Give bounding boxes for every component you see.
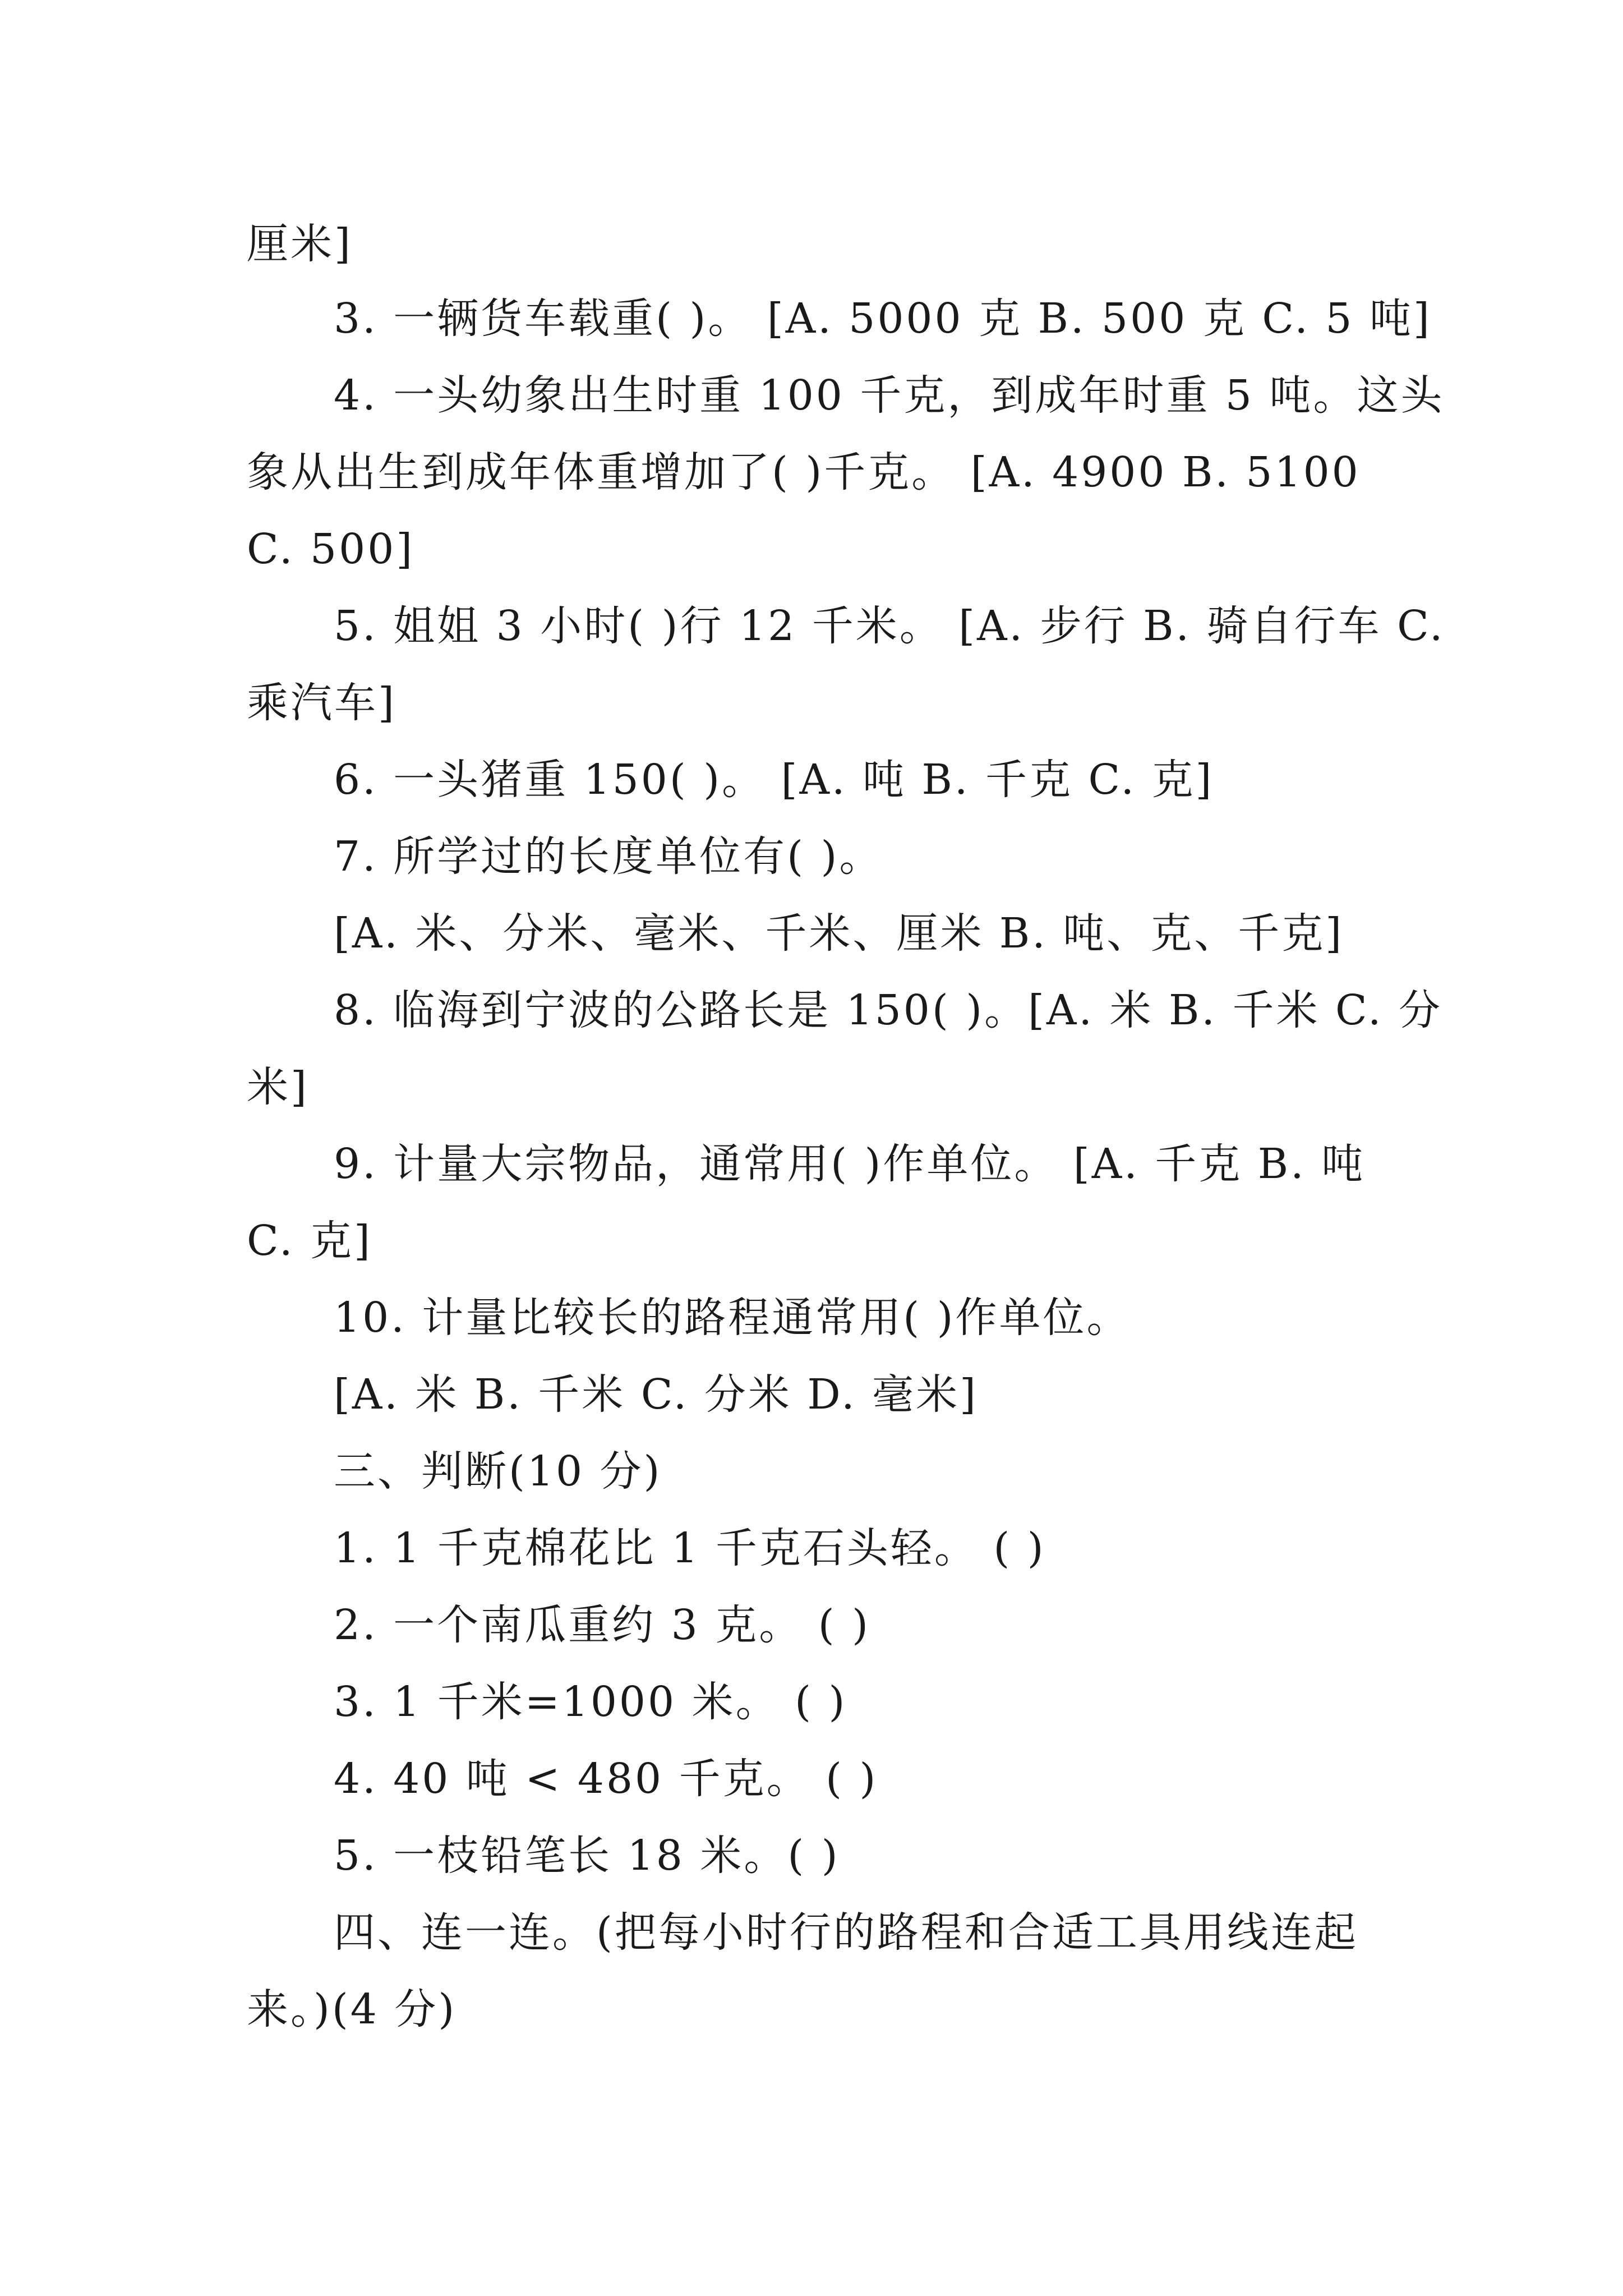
judgement-1: 1. 1 千克棉花比 1 千克石头轻。 ( ) bbox=[334, 1524, 1046, 1572]
question-5: 5. 姐姐 3 小时( )行 12 千米。 [A. 步行 B. 骑自行车 C. bbox=[334, 602, 1445, 650]
question-4-options: C. 500] bbox=[247, 525, 415, 573]
question-3: 3. 一辆货车载重( )。 [A. 5000 克 B. 500 克 C. 5 吨] bbox=[334, 295, 1432, 343]
text-line-1: 厘米] bbox=[247, 220, 353, 268]
question-7: 7. 所学过的长度单位有( )。 bbox=[334, 832, 883, 881]
question-8-continued: 米] bbox=[247, 1063, 309, 1111]
question-6: 6. 一头猪重 150( )。 [A. 吨 B. 千克 C. 克] bbox=[334, 756, 1214, 804]
section-heading-judgement: 三、判断(10 分) bbox=[334, 1447, 662, 1496]
question-8: 8. 临海到宁波的公路长是 150( )。[A. 米 B. 千米 C. 分 bbox=[334, 986, 1443, 1034]
judgement-2: 2. 一个南瓜重约 3 克。 ( ) bbox=[334, 1601, 871, 1649]
question-4: 4. 一头幼象出生时重 100 千克，到成年时重 5 吨。这头 bbox=[334, 371, 1445, 420]
judgement-3: 3. 1 千米=1000 米。 ( ) bbox=[334, 1678, 847, 1726]
judgement-5: 5. 一枝铅笔长 18 米。( ) bbox=[334, 1832, 840, 1880]
section-heading-matching: 四、连一连。(把每小时行的路程和合适工具用线连起 bbox=[334, 1908, 1358, 1957]
question-10: 10. 计量比较长的路程通常用( )作单位。 bbox=[334, 1294, 1131, 1342]
judgement-4: 4. 40 吨 < 480 千克。 ( ) bbox=[334, 1755, 878, 1803]
question-5-continued: 乘汽车] bbox=[247, 679, 396, 727]
section-heading-matching-continued: 来。)(4 分) bbox=[247, 1985, 457, 2033]
question-9-continued: C. 克] bbox=[247, 1217, 372, 1265]
question-7-options: [A. 米、分米、毫米、千米、厘米 B. 吨、克、千克] bbox=[334, 909, 1344, 958]
question-9: 9. 计量大宗物品，通常用( )作单位。 [A. 千克 B. 吨 bbox=[334, 1140, 1366, 1188]
question-4-continued: 象从出生到成年体重增加了( )千克。 [A. 4900 B. 5100 bbox=[247, 448, 1361, 496]
question-10-options: [A. 米 B. 千米 C. 分米 D. 毫米] bbox=[334, 1370, 978, 1419]
